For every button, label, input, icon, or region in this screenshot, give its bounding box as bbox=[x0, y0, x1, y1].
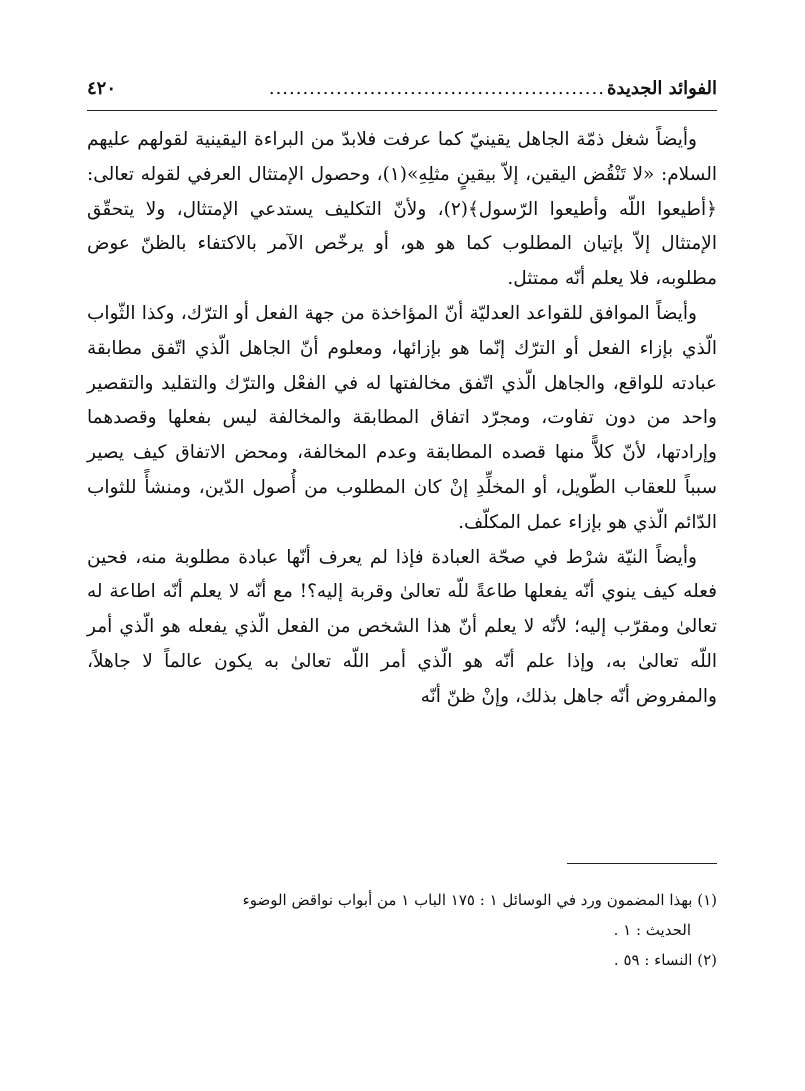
footnote-separator bbox=[567, 863, 717, 864]
paragraph-3: وأيضاً النيّة شرْط في صحّة العبادة فإذا لم يعرف أنّها عبادة مطلوبة منه، فحين فعله كيف ينوي أنّه يفعلها طاعةً للّه تعالىٰ وقربة إليه؟! مع أنّه لا يعلم أنّه اطاعة له تعالىٰ ومقرّب إليه؛ لأنّه لا يعلم أنّ هذا الشخص من الفعل الّذي يفعله هو الّذي أمر اللّه تعالىٰ به، وإذا علم أنّه هو الّذي أمر اللّه تعالىٰ به يكون عالماً لا جاهلاً، والمفروض أنّه جاهل بذلك، وإنْ ظنّ أنّه bbox=[87, 546, 717, 707]
header-leader-dots: .................................................. bbox=[268, 78, 605, 99]
header-title: الفوائد الجديدة bbox=[606, 78, 717, 99]
body-text bbox=[87, 123, 717, 715]
running-header bbox=[87, 78, 717, 108]
footnote-2: (٢) النساء : ٥٩ . bbox=[613, 951, 717, 969]
footnote-1-continuation: الحديث : ١ . bbox=[613, 921, 691, 939]
paragraph-2: وأيضاً الموافق للقواعد العدليّة أنّ المؤاخذة من جهة الفعل أو الترّك، وكذا الثّواب الّذي بإزاء الفعل أو الترّك إنّما هو بإزائها، ومعلوم أنّ الجاهل الّذي اتّفق مطابقة عبادته للواقع، والجاهل الّذي اتّفق مخالفتها له في الفعْل والترّك والتقليد والتقصير واحد من دون تفاوت، ومجرّد اتفاق المطابقة والمخالفة ليس بفعلها وقصدهما وإرادتها، لأنّ كلاًّ منها قصده المطابقة وعدم المخالفة، ومحض الاتفاق كيف يصير سبباً للعقاب الطّويل، أو المخلِّدِ إنْ كان المطلوب من أُصول الدّين، ومنشأً للثواب الدّائم الّذي هو بإزاء عمل المكلّف. bbox=[87, 302, 717, 533]
page bbox=[87, 78, 717, 1078]
page-number: ٤٢٠ bbox=[87, 78, 117, 99]
header-rule bbox=[87, 110, 717, 111]
footnotes bbox=[87, 885, 717, 975]
paragraph-1: وأيضاً شغل ذمّة الجاهل يقينيّ كما عرفت فلابدّ من البراءة اليقينية لقولهم عليهم السلام: «لا تَنْقُض اليقين، إلاّ بيقينٍ مثلِهِ»(١)، وحصول الإمتثال العرفي لقوله تعالى: ﴿أطيعوا اللّه وأطيعوا الرّسول﴾(٢)، ولأنّ التكليف يستدعي الإمتثال، ولا يتحقّق الإمتثال إلاّ بإتيان المطلوب كما هو هو، أو يرخّص الآمر بالاكتفاء بالظنّ عوض مطلوبه، فلا يعلم أنّه ممتثل. bbox=[87, 129, 717, 290]
footnote-1: (١) بهذا المضمون ورد في الوسائل ١ : ١٧٥ الباب ١ من أبواب نواقض الوضوء bbox=[242, 891, 717, 909]
